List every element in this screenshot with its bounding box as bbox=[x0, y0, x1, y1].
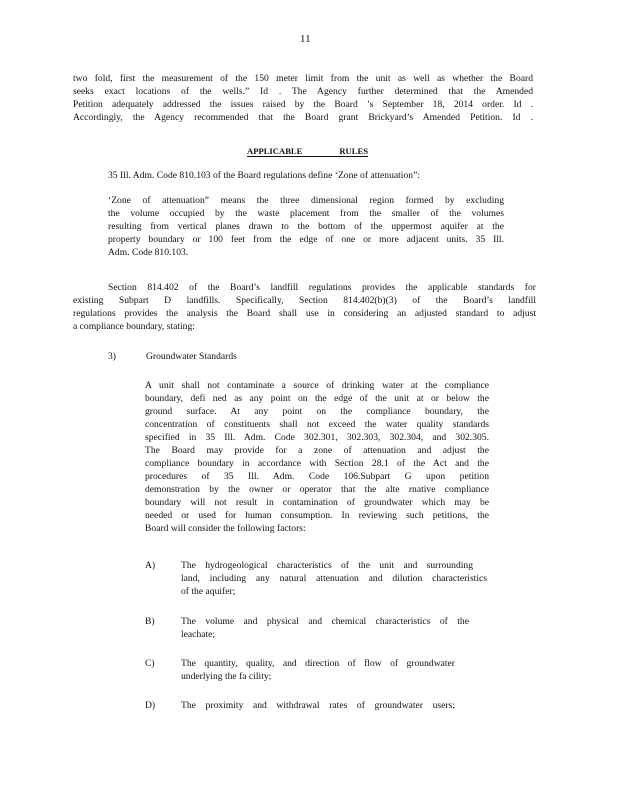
factor-letter: A) bbox=[145, 560, 156, 571]
section-heading: APPLICABLE RULES bbox=[247, 146, 368, 156]
factor-line: The hydrogeological characteristics of the unit and surrounding bbox=[181, 560, 473, 571]
item-text-line: boundary, defi ned as any point on the edge of the unit at or below the bbox=[145, 393, 489, 404]
factor-line: underlying the fa cility; bbox=[181, 671, 272, 682]
factor-line: of the aquifer; bbox=[181, 586, 236, 597]
item-text-line: ground surface. At any point on the compliance boundary, the bbox=[145, 406, 489, 417]
item-title: Groundwater Standards bbox=[146, 351, 237, 362]
item-text-line: demonstration by the owner or operator that the alte rnative compliance bbox=[145, 484, 489, 495]
item-text-line: A unit shall not contaminate a source of drinking water at the compliance bbox=[145, 380, 489, 391]
item-text-line: boundary will not result in contamination of groundwater which may be bbox=[145, 497, 489, 508]
intro-paragraph-line: seeks exact locations of the wells.” Id . The Agency further determined that the Amended bbox=[73, 86, 533, 97]
item-text-line: The Board may provide for a zone of attenuation and adjust the bbox=[145, 445, 489, 456]
definition-quote-line: ‘Zone of attenuation” means the three dimensional region formed by excluding bbox=[108, 195, 504, 206]
factor-line: The proximity and withdrawal rates of groundwater users; bbox=[181, 700, 455, 711]
factor-letter: B) bbox=[145, 616, 155, 627]
standards-paragraph-line: existing Subpart D landfills. Specifically, Section 814.402(b)(3) of the Board’s landfill bbox=[73, 295, 536, 306]
standards-paragraph-line: a compliance boundary, stating: bbox=[73, 321, 195, 332]
page-number: 11 bbox=[300, 33, 311, 45]
definition-quote-line: Adm. Code 810.103. bbox=[108, 247, 189, 258]
item-text-line: compliance boundary in accordance with Section 28.1 of the Act and the bbox=[145, 458, 489, 469]
definition-quote-line: resulting from vertical planes drawn to the bottom of the uppermost aquifer at the bbox=[108, 221, 504, 232]
factor-line: The volume and physical and chemical characteristics of the bbox=[181, 616, 469, 627]
item-text-line: procedures of 35 Ill. Adm. Code 106.Subpart G upon petition bbox=[145, 471, 489, 482]
item-text-line: specified in 35 Ill. Adm. Code 302.301, 302.303, 302.304, and 302.305. bbox=[145, 432, 489, 443]
definition-quote-line: the volume occupied by the waste placement from the smaller of the volumes bbox=[108, 208, 504, 219]
item-text-line: concentration of constituents shall not exceed the water quality standards bbox=[145, 419, 489, 430]
factor-line: land, including any natural attenuation and dilution characteristics bbox=[181, 573, 487, 584]
definition-quote-line: property boundary or 100 feet from the edge of one or more adjacent units. 35 Ill. bbox=[108, 234, 504, 245]
item-text-line: needed or used for human consumption. In reviewing such petitions, the bbox=[145, 510, 489, 521]
standards-paragraph-line: regulations provides the analysis the Board shall use in considering an adjusted standard to adjust bbox=[73, 308, 536, 319]
intro-paragraph-line: Accordingly, the Agency recommended that the Board grant Brickyard’s Amended Petition. Id . bbox=[73, 112, 533, 123]
factor-line: leachate; bbox=[181, 629, 216, 640]
factor-letter: D) bbox=[145, 700, 156, 711]
intro-paragraph-line: Petition adequately addressed the issues raised by the Board ’s September 18, 2014 order. Id . bbox=[73, 99, 533, 110]
item-text-line: Board will consider the following factors: bbox=[145, 523, 306, 534]
intro-paragraph-line: two fold, first the measurement of the 150 meter limit from the unit as well as whether the Board bbox=[73, 73, 533, 84]
factor-line: The quantity, quality, and direction of flow of groundwater bbox=[181, 658, 455, 669]
standards-paragraph-line: Section 814.402 of the Board’s landfill regulations provides the applicable standards for bbox=[108, 282, 536, 293]
factor-letter: C) bbox=[145, 658, 155, 669]
definition-intro: 35 Ill. Adm. Code 810.103 of the Board regulations define ‘Zone of attenuation”: bbox=[108, 170, 420, 181]
item-number: 3) bbox=[108, 351, 116, 362]
heading-underline bbox=[247, 156, 368, 157]
